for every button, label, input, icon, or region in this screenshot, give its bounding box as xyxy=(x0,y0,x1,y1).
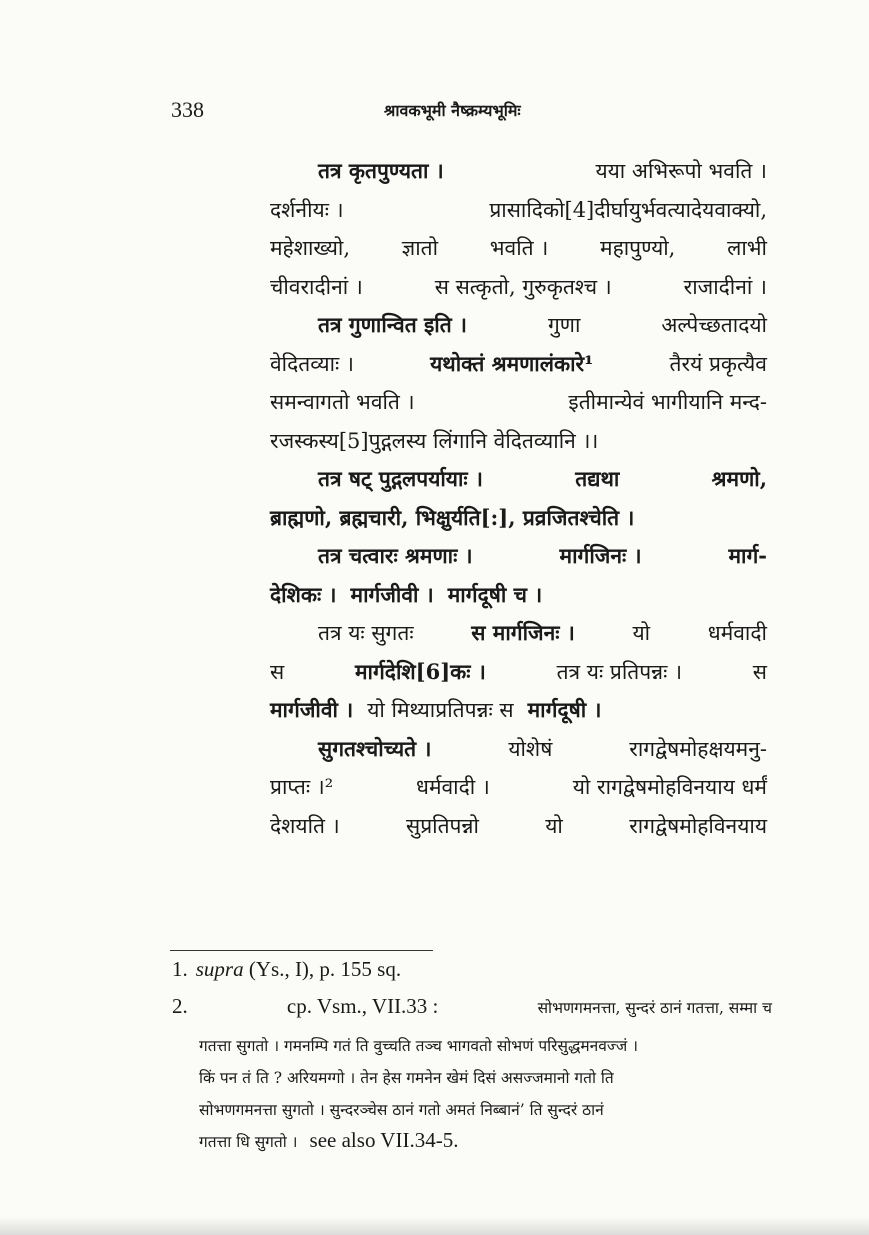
text-segment: ज्ञातो xyxy=(401,236,439,260)
text-segment: देशयति । xyxy=(270,814,340,838)
page-number: 338 xyxy=(171,97,204,122)
bold-text-segment: मार्ग- xyxy=(728,543,767,568)
bold-text-segment: देशिकः । xyxy=(270,582,337,607)
bold-text-segment: मार्गदेशि[6]कः । xyxy=(354,659,486,684)
text-segment: यया अभिरूपो भवति । xyxy=(595,159,767,183)
text-segment: धर्मवादी xyxy=(707,621,767,645)
body-line xyxy=(318,543,767,569)
text-segment: तैरयं प्रकृत्यैव xyxy=(669,352,767,376)
body-line xyxy=(270,389,767,415)
body-line xyxy=(270,813,767,839)
bold-text-segment: तत्र गुणान्वित इति । xyxy=(318,312,467,337)
text-segment: इतीमान्येवं भागीयानि मन्द- xyxy=(568,390,767,414)
footnote-1 xyxy=(172,957,772,982)
footnote-text: (Ys., I), p. 155 sq. xyxy=(243,957,402,981)
bold-text-segment: मार्गजीवी । xyxy=(270,697,354,722)
footnote-2-line-2 xyxy=(199,1034,772,1056)
text-segment: तत्र यः प्रतिपन्नः । xyxy=(556,660,683,684)
body-line xyxy=(318,736,767,762)
body-line xyxy=(270,774,767,800)
text-segment: वेदितव्याः । xyxy=(270,352,354,376)
text-segment: महापुण्यो, xyxy=(600,236,676,260)
text-segment: सुप्रतिपन्नो xyxy=(406,814,479,838)
bold-text-segment: मार्गदूषी च । xyxy=(447,582,543,607)
footnote-reference: cp. Vsm., VII.33 : xyxy=(286,994,439,1018)
footnote-text: गतत्ता सुगतो । गमनम्पि गतं ति वुच्चति तञ्च भागवतो सोभणं परिसुद्धमनवज्जं । xyxy=(199,1037,639,1055)
footnote-text: सोभणगमनत्ता, सुन्दरं ठानं गतत्ता, सम्मा च xyxy=(537,999,772,1017)
bold-text-segment: तत्र चत्वारः श्रमणाः । xyxy=(318,543,473,568)
body-line xyxy=(318,466,767,492)
text-segment: समन्वागतो भवति । xyxy=(270,390,415,414)
bold-text-segment: मार्गदूषी । xyxy=(527,697,602,722)
body-line xyxy=(270,505,767,531)
running-head: श्रावकभूमी नैष्क्रम्यभूमिः xyxy=(384,101,521,120)
body-line xyxy=(270,274,767,300)
body-line xyxy=(270,659,767,685)
text-segment: गुणा xyxy=(547,313,581,337)
text-segment: स सत्कृतो, गुरुकृतश्च । xyxy=(434,275,612,299)
bold-text-segment: ब्राह्मणो, ब्रह्मचारी, भिक्षुर्यति[:], प्रव्रजितश्चेति । xyxy=(270,505,635,530)
bold-text-segment: मार्गजीवी । xyxy=(350,582,434,607)
footnote-text: गतत्ता धि सुगतो । xyxy=(199,1133,298,1151)
text-segment: योशेषं xyxy=(508,737,553,761)
footnote-2-line-5 xyxy=(199,1128,772,1153)
text-segment: धर्मवादी । xyxy=(416,775,490,799)
text-segment: स xyxy=(270,660,285,684)
text-segment: प्रासादिको[4]दीर्घायुर्भवत्यादेयवाक्यो, xyxy=(489,198,767,222)
text-segment: दर्शनीयः । xyxy=(270,198,344,222)
body-line xyxy=(270,197,767,223)
footnote-rule xyxy=(170,950,433,951)
footnote-latin-text: see also VII.34-5. xyxy=(309,1128,459,1152)
bold-text-segment: यथोक्तं श्रमणालंकारे¹ xyxy=(430,351,594,376)
text-segment: रजस्कस्य[5]पुद्गलस्य लिंगानि वेदितव्यानि ।। xyxy=(270,429,599,453)
footnote-2-line-3 xyxy=(199,1066,772,1088)
text-segment: लाभी xyxy=(727,236,767,260)
body-line xyxy=(270,697,767,723)
bold-text-segment: स मार्गजिनः । xyxy=(471,620,575,645)
text-segment: यो xyxy=(545,814,563,838)
text-segment: यो मिथ्याप्रतिपन्नः स xyxy=(367,698,514,722)
footnote-text: किं पन तं ति ? अरियमग्गो । तेन हेस गमनेन खेमं दिसं असज्जमानो गतो ति xyxy=(199,1069,614,1087)
body-line xyxy=(270,235,767,261)
text-segment: यो xyxy=(632,621,651,645)
text-segment: रागद्वेषमोहक्षयमनु- xyxy=(629,737,767,761)
body-line xyxy=(270,428,767,454)
bold-text-segment: मार्गजिनः । xyxy=(559,543,642,568)
footnote-number: 1. xyxy=(172,957,188,981)
text-segment: राजादीनां । xyxy=(683,275,767,299)
footnote-italic: supra xyxy=(195,957,244,981)
body-line xyxy=(318,158,767,184)
footnote-2-line-1 xyxy=(172,994,772,1019)
body-line xyxy=(270,582,767,608)
text-segment: चीवरादीनां । xyxy=(270,275,363,299)
body-line xyxy=(318,620,767,646)
text-segment: अल्पेच्छतादयो xyxy=(661,313,767,337)
text-segment: महेशाख्यो, xyxy=(270,236,351,260)
bold-text-segment: तत्र षट् पुद्गलपर्यायाः । xyxy=(318,466,483,491)
bold-text-segment: सुगतश्चोच्यते । xyxy=(318,736,432,761)
text-segment: प्राप्तः ।² xyxy=(270,775,334,799)
footnote-2-line-4 xyxy=(199,1098,772,1120)
footnote-number: 2. xyxy=(172,994,188,1018)
body-line xyxy=(318,312,767,338)
text-segment: रागद्वेषमोहविनयाय xyxy=(629,814,767,838)
body-line xyxy=(270,351,767,377)
footnote-text: सोभणगमनत्ता सुगतो । सुन्दरञ्चेस ठानं गतो अमतं निब्बानं’ ति सुन्दरं ठानं xyxy=(199,1101,604,1119)
text-segment: भवति । xyxy=(489,236,549,260)
text-segment: तत्र यः सुगतः xyxy=(318,621,414,645)
bold-text-segment: तद्यथा xyxy=(575,466,620,491)
text-segment: यो रागद्वेषमोहविनयाय धर्मं xyxy=(572,775,767,799)
bold-text-segment: तत्र कृतपुण्यता । xyxy=(318,158,444,183)
text-segment: स xyxy=(752,660,767,684)
scan-edge-shadow xyxy=(0,1217,869,1235)
bold-text-segment: श्रमणो, xyxy=(711,466,767,491)
